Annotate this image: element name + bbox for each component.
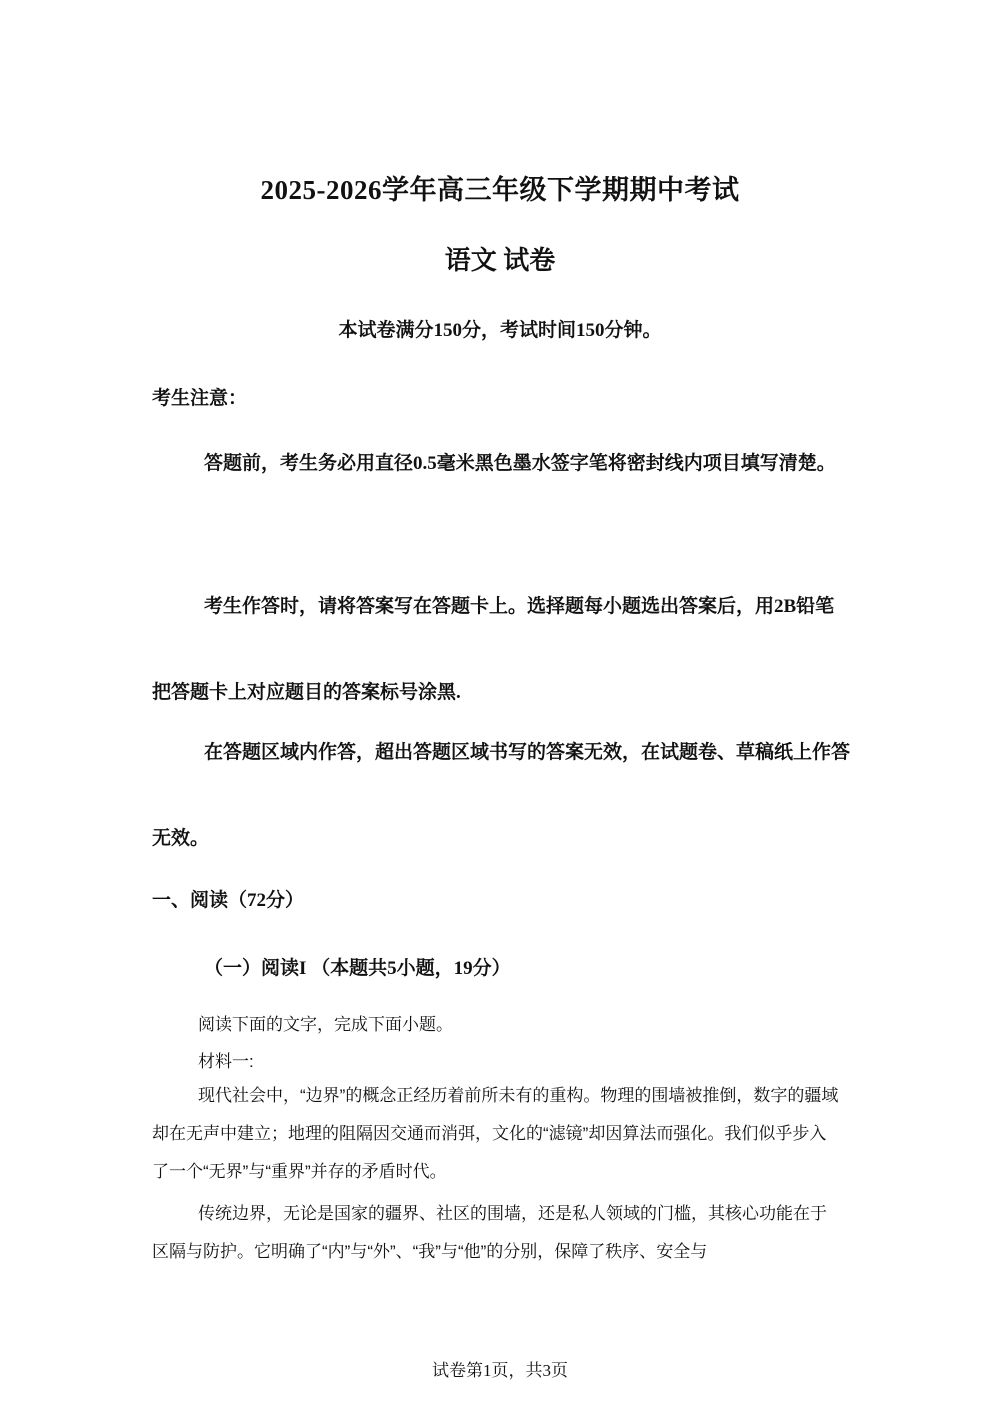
notice-item: 在答题区域内作答，超出答题区域书写的答案无效，在试题卷、草稿纸上作答无效。 [152, 742, 851, 849]
notice-item: 考生作答时，请将答案写在答题卡上。选择题每小题选出答案后，用2B铅笔把答题卡上对应题目的答案标号涂黑. [152, 596, 835, 703]
exam-meta: 本试卷满分150分，考试时间150分钟。 [338, 320, 662, 341]
material-paragraph: 传统边界，无论是国家的疆界、社区的围墙，还是私人领域的门槛，其核心功能在于区隔与防护。它明确了“内”与“外”、“我”与“他”的分别，保障了秩序、安全与 [152, 1204, 827, 1261]
page-footer: 试卷第1页，共3页 [432, 1361, 568, 1380]
reading-instruction: 阅读下面的文字，完成下面小题。 [198, 1015, 453, 1034]
section-title: 一、阅读（72分） [152, 890, 305, 911]
material-paragraph: 现代社会中，“边界”的概念正经历着前所未有的重构。物理的围墙被推倒，数字的疆域却在无声中建立；地理的阻隔因交通而消弭，文化的“滤镜”却因算法而强化。我们似乎步入了一个“无界”与“重界”并存的矛盾时代。 [152, 1086, 839, 1181]
notice-heading: 考生注意： [152, 388, 248, 409]
exam-subtitle: 语文 试卷 [444, 246, 556, 275]
notice-item: 答题前，考生务必用直径0.5毫米黑色墨水签字笔将密封线内项目填写清楚。 [204, 453, 836, 474]
material-label: 材料一: [198, 1052, 254, 1071]
exam-title: 2025-2026学年高三年级下学期期中考试 [260, 175, 740, 205]
subsection-title: （一）阅读I （本题共5小题，19分） [204, 958, 511, 979]
